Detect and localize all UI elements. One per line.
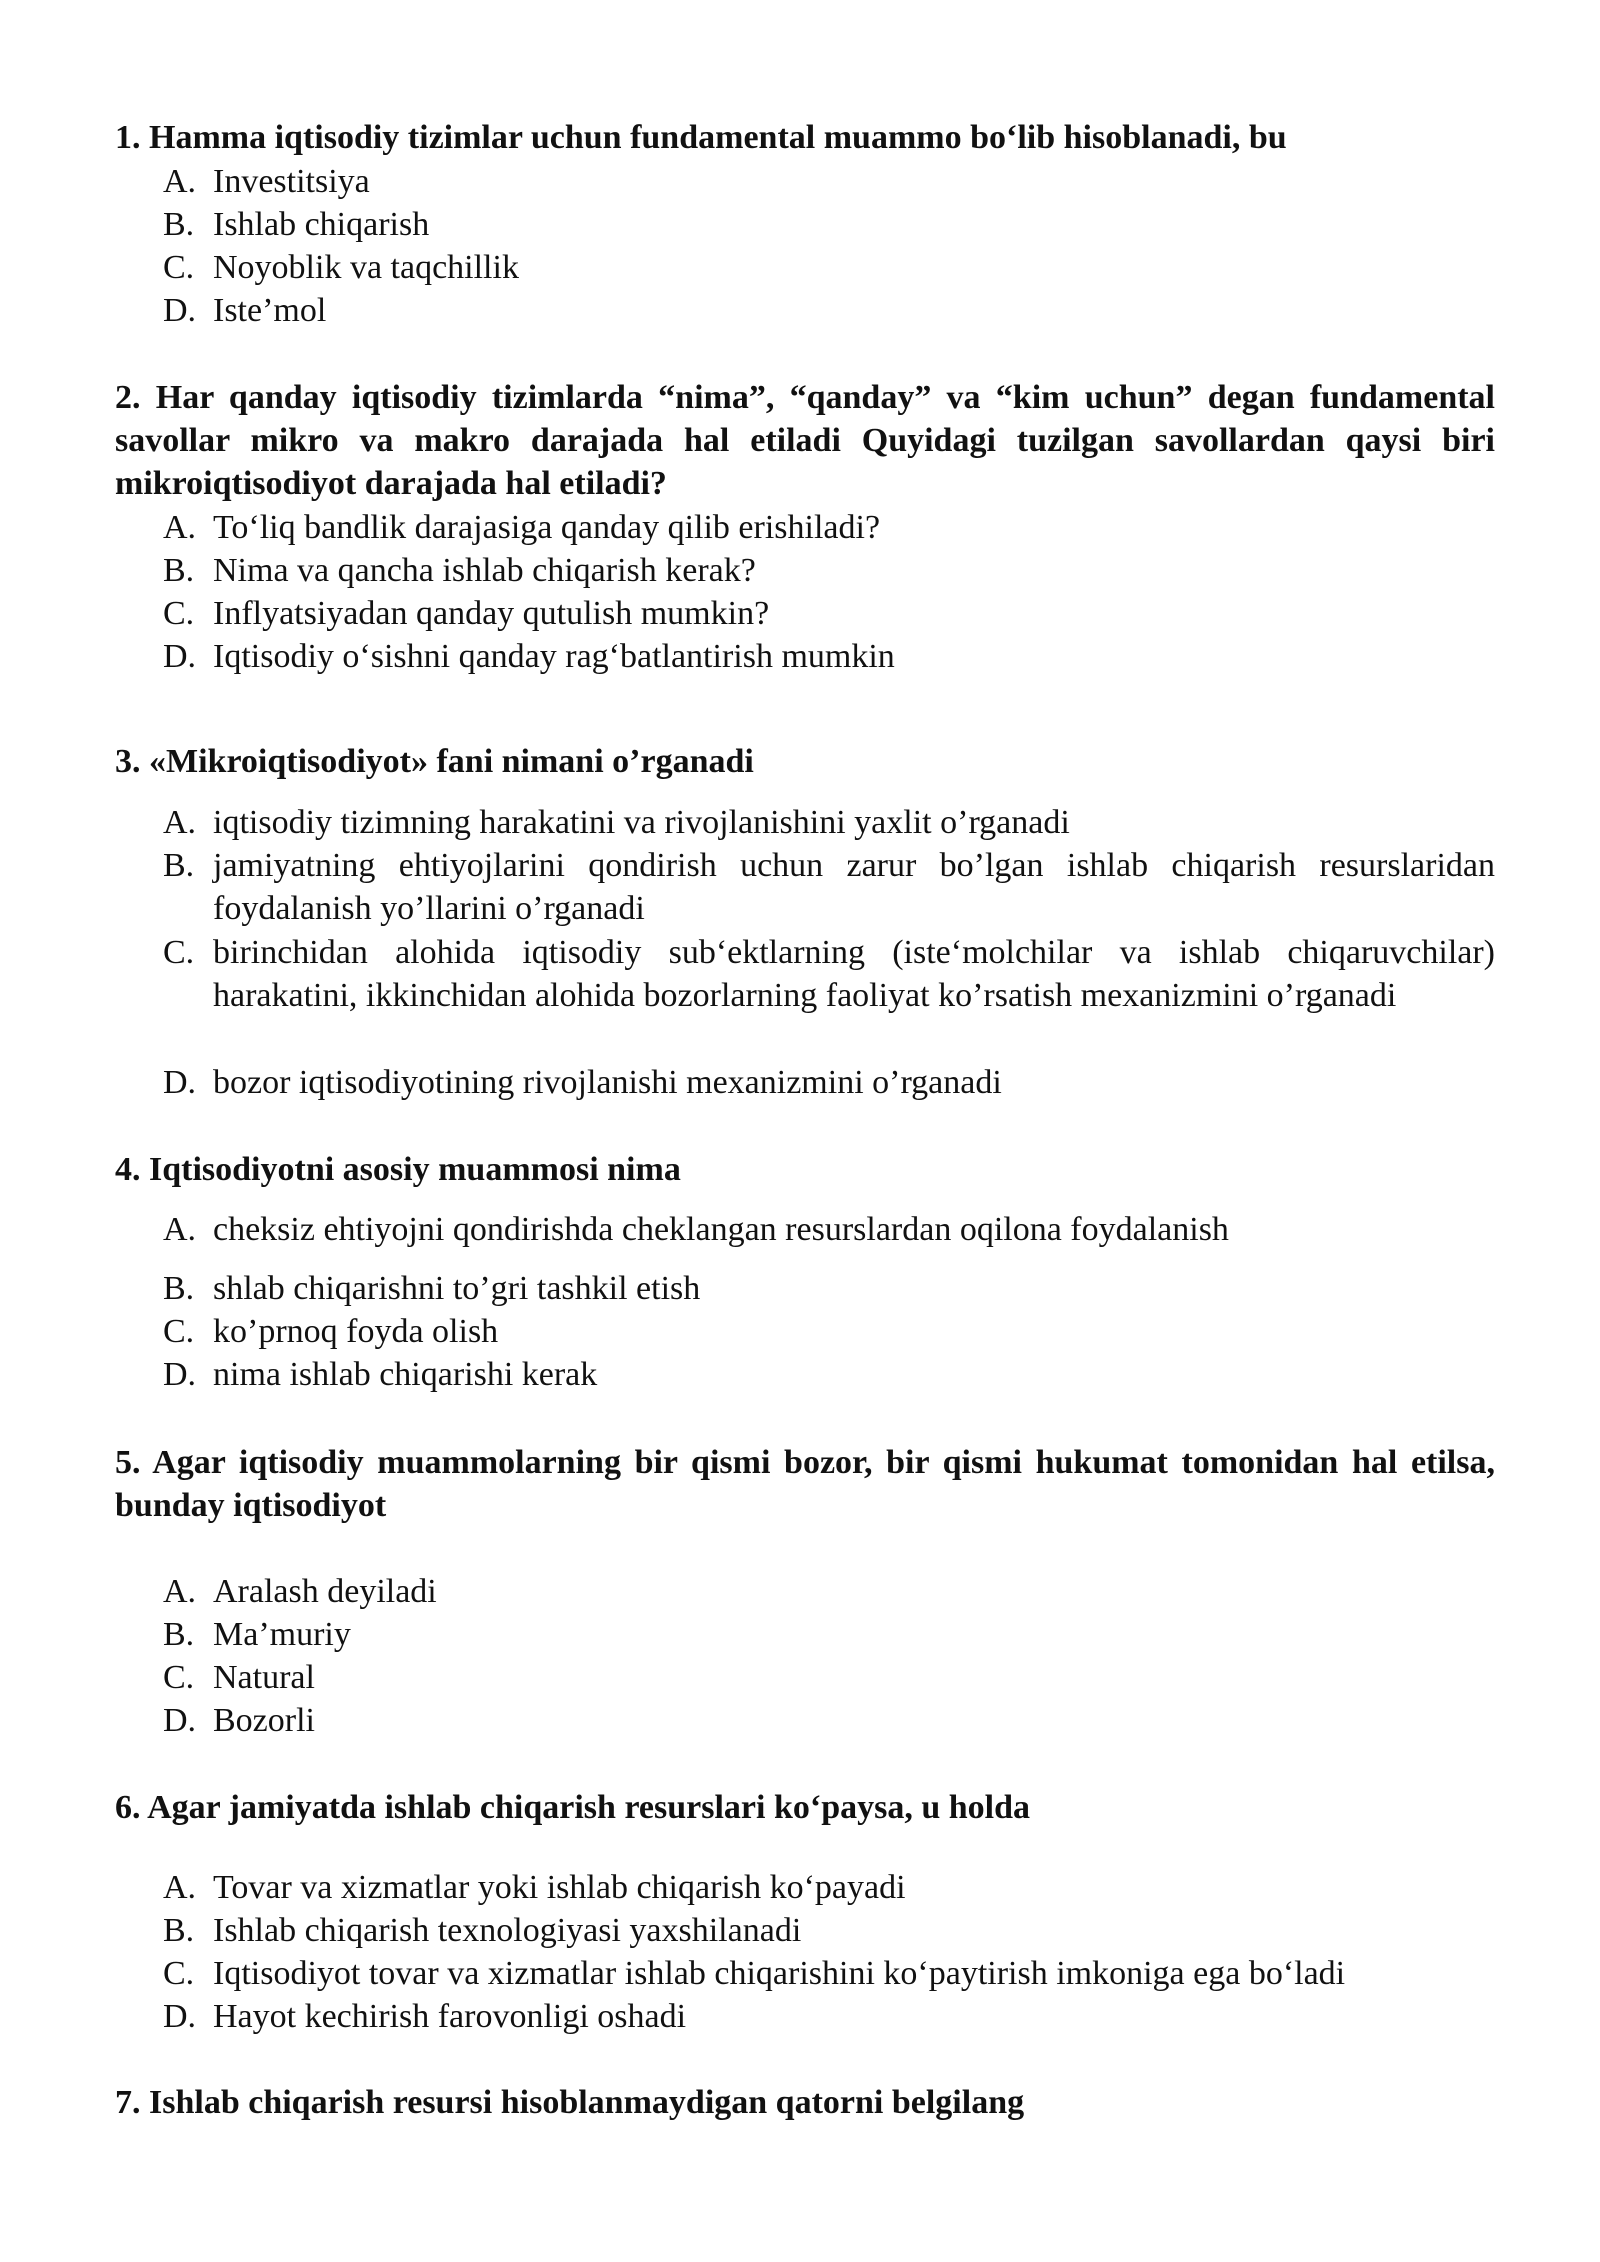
option-text: ko’prnoq foyda olish bbox=[213, 1313, 499, 1350]
answer-option bbox=[163, 1353, 1495, 1396]
option-text: Ishlab chiqarish texnologiyasi yaxshilanadi bbox=[213, 1912, 802, 1949]
option-letter: C. bbox=[163, 1659, 195, 1696]
option-text: iqtisodiy tizimning harakatini va rivojlanishini yaxlit o’rganadi bbox=[213, 804, 1070, 841]
option-letter: B. bbox=[163, 1270, 195, 1307]
option-text: Natural bbox=[213, 1659, 315, 1696]
option-letter: D. bbox=[163, 1356, 197, 1393]
answer-option bbox=[163, 1699, 1495, 1742]
option-text: Investitsiya bbox=[213, 163, 370, 200]
option-text: birinchidan alohida iqtisodiy sub‘ektlarning (iste‘molchilar va ishlab chiqaruvchilar) harakatini, ikkinchidan alohida bozorlarning faoliyat ko’rsatish mexanizmini o’rganadi bbox=[213, 934, 1495, 1014]
answer-option bbox=[163, 289, 1495, 332]
answer-option bbox=[163, 592, 1495, 635]
option-text: To‘liq bandlik darajasiga qanday qilib erishiladi? bbox=[213, 509, 881, 546]
option-text: shlab chiqarishni to’gri tashkil etish bbox=[213, 1270, 701, 1307]
option-letter: D. bbox=[163, 1064, 197, 1101]
option-letter: C. bbox=[163, 1955, 195, 1992]
answer-option bbox=[163, 844, 1495, 930]
option-letter: A. bbox=[163, 1869, 197, 1906]
option-text: Inflyatsiyadan qanday qutulish mumkin? bbox=[213, 595, 770, 632]
answer-option bbox=[163, 1061, 1495, 1104]
option-text: Noyoblik va taqchillik bbox=[213, 249, 519, 286]
option-letter: A. bbox=[163, 1211, 197, 1248]
answer-option bbox=[163, 1208, 1495, 1251]
option-letter: B. bbox=[163, 206, 195, 243]
option-text: Bozorli bbox=[213, 1702, 315, 1739]
option-text: Iste’mol bbox=[213, 292, 327, 329]
answer-option bbox=[163, 549, 1495, 592]
option-letter: D. bbox=[163, 292, 197, 329]
option-text: Tovar va xizmatlar yoki ishlab chiqarish ko‘payadi bbox=[213, 1869, 906, 1906]
option-text: Iqtisodiyot tovar va xizmatlar ishlab chiqarishini ko‘paytirish imkoniga ega bo‘ladi bbox=[213, 1955, 1346, 1992]
question-title: 6. Agar jamiyatda ishlab chiqarish resurslari ko‘paysa, u holda bbox=[115, 1789, 1031, 1826]
option-letter: B. bbox=[163, 552, 195, 589]
question-title: 1. Hamma iqtisodiy tizimlar uchun fundamental muammo bo‘lib hisoblanadi, bu bbox=[115, 119, 1287, 156]
answer-option bbox=[163, 931, 1495, 1017]
option-letter: C. bbox=[163, 934, 195, 971]
question-title: 5. Agar iqtisodiy muammolarning bir qismi bozor, bir qismi hukumat tomonidan hal etilsa, bunday iqtisodiyot bbox=[115, 1444, 1495, 1524]
answer-option bbox=[163, 506, 1495, 549]
question-title: 3. «Mikroiqtisodiyot» fani nimani o’rganadi bbox=[115, 743, 754, 780]
option-letter: A. bbox=[163, 1573, 197, 1610]
question-title: 2. Har qanday iqtisodiy tizimlarda “nima”, “qanday” va “kim uchun” degan fundamental savollar mikro va makro darajada hal etiladi Quyidagi tuzilgan savollardan qaysi biri mikroiqtisodiyot darajada hal etiladi? bbox=[115, 379, 1495, 502]
answer-option bbox=[163, 635, 1495, 678]
option-letter: B. bbox=[163, 1616, 195, 1653]
answer-option bbox=[163, 1909, 1495, 1952]
option-letter: D. bbox=[163, 1998, 197, 2035]
option-letter: B. bbox=[163, 1912, 195, 1949]
option-text: Iqtisodiy o‘sishni qanday rag‘batlantirish mumkin bbox=[213, 638, 895, 675]
option-text: Hayot kechirish farovonligi oshadi bbox=[213, 1998, 687, 2035]
option-text: bozor iqtisodiyotining rivojlanishi mexanizmini o’rganadi bbox=[213, 1064, 1002, 1101]
option-text: Ishlab chiqarish bbox=[213, 206, 430, 243]
answer-option bbox=[163, 1570, 1495, 1613]
answer-option bbox=[163, 801, 1495, 844]
option-letter: D. bbox=[163, 1702, 197, 1739]
answer-option bbox=[163, 160, 1495, 203]
option-letter: D. bbox=[163, 638, 197, 675]
option-text: jamiyatning ehtiyojlarini qondirish uchun zarur bo’lgan ishlab chiqarish resurslaridan foydalanish yo’llarini o’rganadi bbox=[213, 847, 1495, 927]
option-letter: B. bbox=[163, 847, 195, 884]
option-text: cheksiz ehtiyojni qondirishda cheklangan resurslardan oqilona foydalanish bbox=[213, 1211, 1229, 1248]
answer-option bbox=[163, 1310, 1495, 1353]
answer-option bbox=[163, 1995, 1495, 2038]
option-letter: A. bbox=[163, 163, 197, 200]
option-letter: C. bbox=[163, 595, 195, 632]
question-title: 4. Iqtisodiyotni asosiy muammosi nima bbox=[115, 1151, 681, 1188]
option-letter: A. bbox=[163, 804, 197, 841]
question-title: 7. Ishlab chiqarish resursi hisoblanmaydigan qatorni belgilang bbox=[115, 2084, 1025, 2121]
answer-option bbox=[163, 246, 1495, 289]
option-letter: C. bbox=[163, 249, 195, 286]
answer-option bbox=[163, 1267, 1495, 1310]
option-text: nima ishlab chiqarishi kerak bbox=[213, 1356, 598, 1393]
answer-option bbox=[163, 1613, 1495, 1656]
option-letter: A. bbox=[163, 509, 197, 546]
answer-option bbox=[163, 1952, 1495, 1995]
answer-option bbox=[163, 1656, 1495, 1699]
option-letter: C. bbox=[163, 1313, 195, 1350]
answer-option bbox=[163, 1866, 1495, 1909]
option-text: Nima va qancha ishlab chiqarish kerak? bbox=[213, 552, 756, 589]
option-text: Ma’muriy bbox=[213, 1616, 351, 1653]
option-text: Aralash deyiladi bbox=[213, 1573, 437, 1610]
answer-option bbox=[163, 203, 1495, 246]
